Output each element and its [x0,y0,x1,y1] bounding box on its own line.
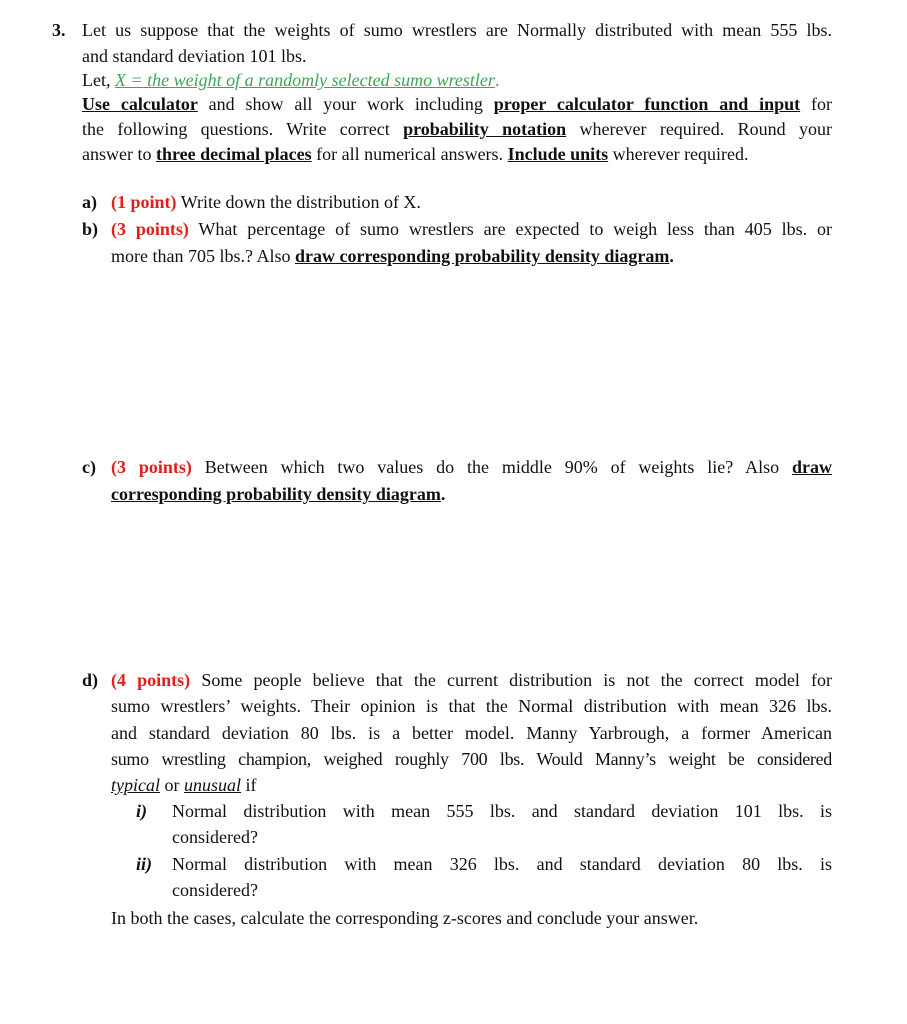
three-decimal-places: three decimal places [155,144,312,164]
part-b [111,218,832,240]
sub-ii-line2: considered? [172,880,258,900]
question-number: 3. [52,20,66,40]
part-d-line: sumo wrestling champion, weighed roughly 700 lbs. Would Manny’s weight be considered [111,749,832,769]
part-b-label: b) [82,219,99,239]
text: if [241,775,257,795]
typical: typical [111,775,160,795]
text: and show all your work including [197,94,494,114]
draw: draw [792,457,832,477]
unusual: unusual [183,775,241,795]
points: (4 points) [111,670,191,690]
sub-i-line2: considered? [172,827,258,847]
probability-notation: probability notation [403,119,567,139]
points: (1 point) [111,192,177,212]
text: wherever required. Round your [566,119,832,139]
question-line: Let us suppose that the weights of sumo wrestlers are Normally distributed with mean 555 lbs. [82,20,832,40]
part-d [111,669,832,691]
final-instruction: In both the cases, calculate the corresponding z-scores and conclude your answer. [111,908,699,928]
use-calculator: Use calculator [82,94,198,114]
text: the following questions. Write correct [82,119,404,139]
part-a-label: a) [82,192,97,212]
x-definition: X = the weight of a randomly selected sumo wrestler [115,70,495,90]
sub-ii: Normal distribution with mean 326 lbs. and standard deviation 80 lbs. is [172,854,832,874]
text: What percentage of sumo wrestlers are expected to weigh less than 405 lbs. or [188,219,833,239]
period: . [494,70,500,90]
question-line: and standard deviation 101 lbs. [82,46,307,66]
instruction-line [82,93,832,115]
text: answer to [82,144,156,164]
text: wherever required. [608,144,749,164]
text: for [800,94,832,114]
points: (3 points) [111,219,189,239]
part-c [111,456,832,478]
sub-ii-label: ii) [136,854,152,874]
part-a [111,191,421,213]
part-d-line: and standard deviation 80 lbs. is a better model. Manny Yarbrough, a former American [111,723,832,743]
sub-i-label: i) [136,801,147,821]
draw-diagram: corresponding probability density diagram [111,484,441,504]
instruction-line [82,143,749,165]
part-d-line: sumo wrestlers’ weights. Their opinion is that the Normal distribution with mean 326 lbs. [111,696,832,716]
variable-definition [82,69,499,91]
instruction-line [82,118,832,140]
part-c-line2 [111,483,445,505]
text: or [159,775,184,795]
period: . [669,246,674,266]
text: more than 705 lbs.? Also [111,246,295,266]
part-b-line2 [111,245,674,267]
period: . [440,484,446,504]
text: Between which two values do the middle 90% of weights lie? Also [191,457,792,477]
draw-diagram: draw corresponding probability density diagram [294,246,670,266]
calculator-function: proper calculator function and input [493,94,801,114]
text: Some people believe that the current distribution is not the correct model for [190,670,832,690]
sub-i: Normal distribution with mean 555 lbs. and standard deviation 101 lbs. is [172,801,832,821]
text: Write down the distribution of X. [176,192,421,212]
text: for all numerical answers. [311,144,508,164]
points: (3 points) [111,457,192,477]
part-c-label: c) [82,457,96,477]
include-units: Include units [507,144,609,164]
part-d-line [111,774,257,796]
part-d-label: d) [82,670,99,690]
let-label: Let, [82,70,115,90]
